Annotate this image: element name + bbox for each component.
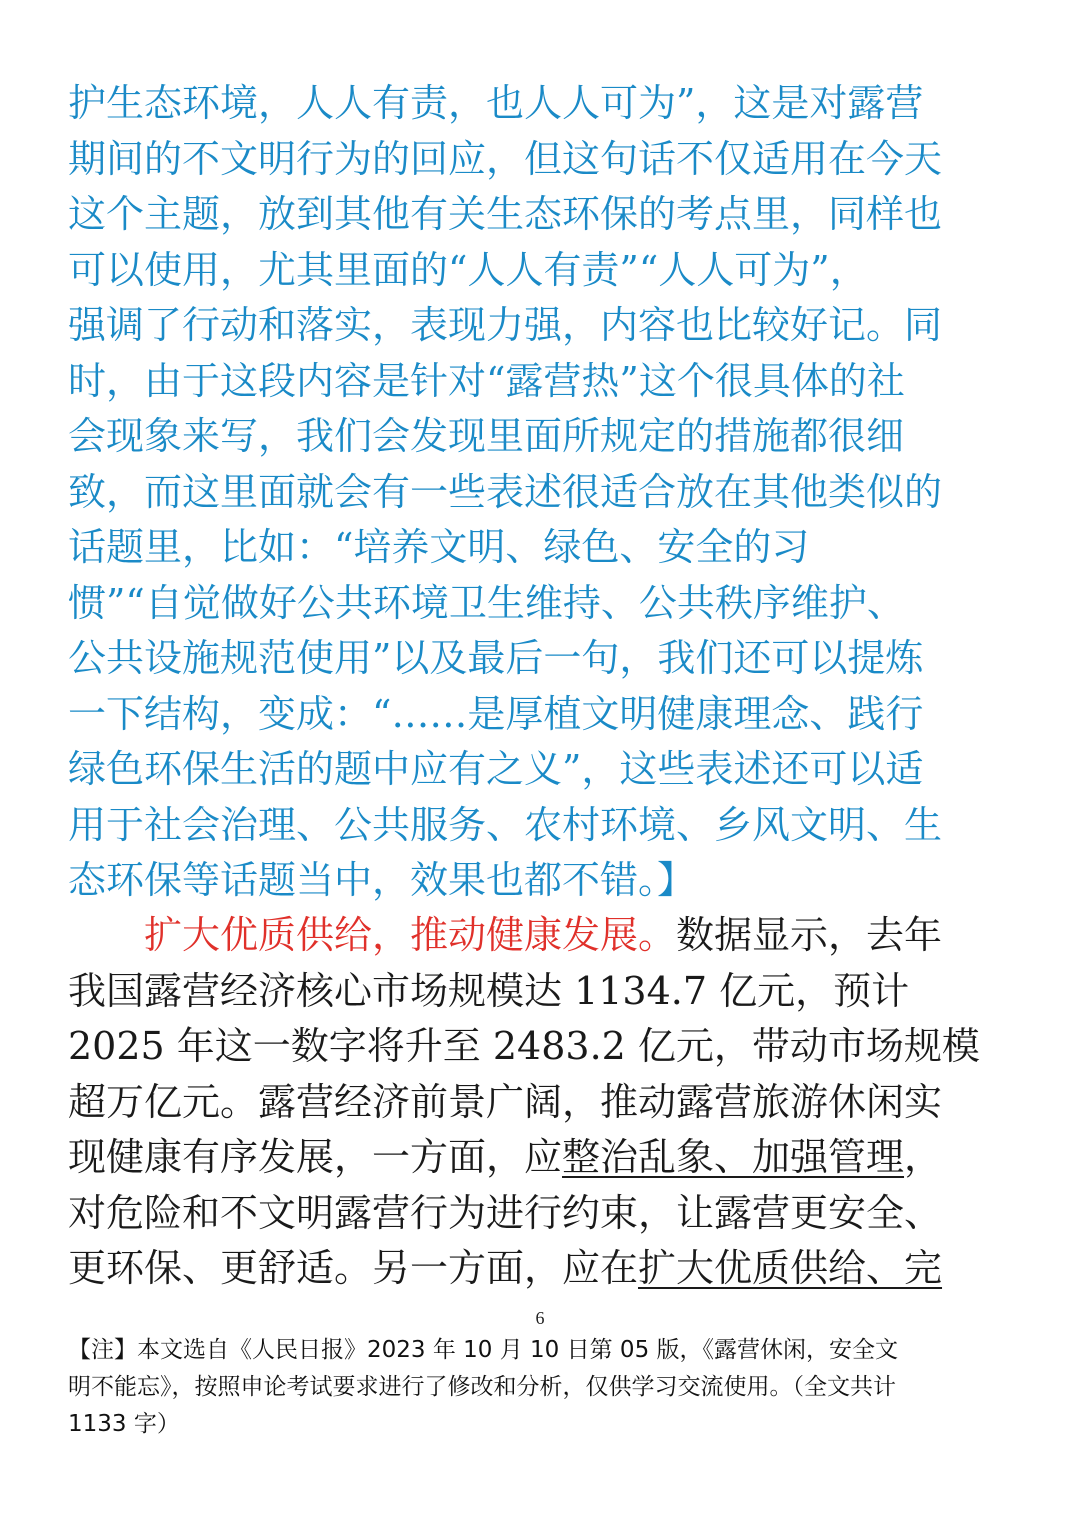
analysis-line: 态环保等话题当中，效果也都不错。】 <box>68 858 696 902</box>
underlined-phrase: 整治乱象、加强管理 <box>562 1135 905 1179</box>
analysis-line: 时，由于这段内容是针对“露营热”这个很具体的社 <box>68 358 905 403</box>
paragraph-text: 数据显示，去年 <box>676 913 943 957</box>
paragraph-line <box>68 1241 1018 1297</box>
analysis-line: 可以使用，尤其里面的“人人有责”“人人可为”， <box>68 247 868 292</box>
analysis-commentary <box>68 76 1018 909</box>
footnote-line: 明不能忘》，按照申论考试要求进行了修改和分析，仅供学习交流使用。（全文共计 <box>68 1374 896 1400</box>
paragraph-text: 更环保、更舒适。另一方面，应在 <box>68 1246 639 1290</box>
footnote <box>68 1332 1028 1443</box>
section-heading: 扩大优质供给，推动健康发展。 <box>144 913 677 957</box>
analysis-line: 致，而这里面就会有一些表述很适合放在其他类似的 <box>68 469 943 514</box>
analysis-line: 会现象来写，我们会发现里面所规定的措施都很细 <box>68 414 905 458</box>
paragraph-line <box>68 1130 1018 1186</box>
paragraph-line: 对危险和不文明露营行为进行约束，让露营更安全、 <box>68 1190 943 1235</box>
analysis-line: 绿色环保生活的题中应有之义”，这些表述还可以适 <box>68 747 924 791</box>
paragraph-text: 现健康有序发展，一方面，应 <box>68 1135 563 1179</box>
underlined-phrase: 扩大优质供给、完 <box>638 1246 943 1290</box>
paragraph-line: 我国露营经济核心市场规模达 1134.7 亿元，预计 <box>68 968 910 1013</box>
page-number: 6 <box>535 1308 545 1328</box>
analysis-line: 公共设施规范使用”以及最后一句，我们还可以提炼 <box>68 636 924 680</box>
analysis-line: 这个主题，放到其他有关生态环保的考点里，同样也 <box>68 192 943 236</box>
footnote-line: 1133 字） <box>68 1411 180 1437</box>
footnote-line: 【注】本文选自《人民日报》2023 年 10 月 10 日第 05 版，《露营休闲，安全文 <box>68 1337 899 1363</box>
paragraph-line: 2025 年这一数字将升至 2483.2 亿元，带动市场规模 <box>68 1024 980 1068</box>
analysis-line: 话题里，比如：“培养文明、绿色、安全的习 <box>68 525 810 569</box>
paragraph-line: 超万亿元。露营经济前景广阔，推动露营旅游休闲实 <box>68 1079 943 1124</box>
analysis-line: 期间的不文明行为的回应，但这句话不仅适用在今天 <box>68 136 943 181</box>
paragraph-text: ， <box>904 1135 943 1179</box>
analysis-line: 用于社会治理、公共服务、农村环境、乡风文明、生 <box>68 802 943 847</box>
analysis-line: 强调了行动和落实，表现力强，内容也比较好记。同 <box>68 303 943 347</box>
article-paragraph <box>68 908 1018 1297</box>
paragraph-line <box>68 908 1018 964</box>
analysis-line: 惯”“自觉做好公共环境卫生维持、公共秩序维护、 <box>68 580 905 625</box>
analysis-line: 护生态环境，人人有责，也人人可为”，这是对露营 <box>68 81 924 125</box>
analysis-line: 一下结构，变成：“……是厚植文明健康理念、践行 <box>68 691 924 736</box>
